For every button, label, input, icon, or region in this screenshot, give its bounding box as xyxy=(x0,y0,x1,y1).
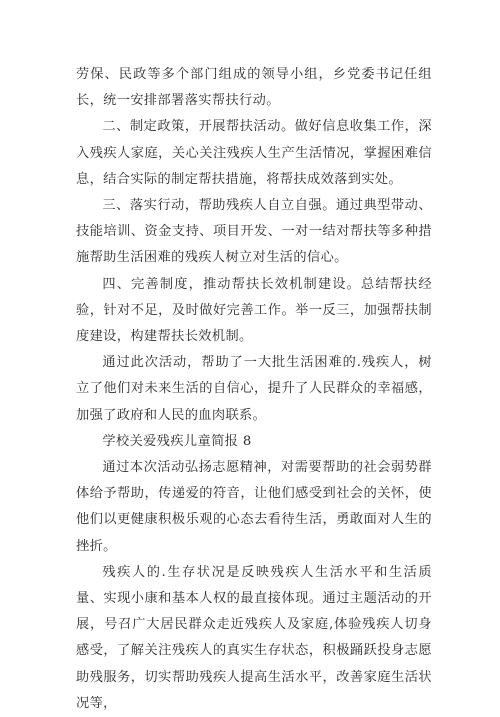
paragraph-1: 劳保、民政等多个部门组成的领导小组，乡党委书记任组长，统一安排部署落实帮扶行动。 xyxy=(76,67,432,109)
paragraph-7: 残疾人的.生存状况是反映残疾人生活水平和生活质量、实现小康和基本人权的最直接体现。通过主题活动的开展，号召广大居民群众走近残疾人及家庭,体验残疾人切身感受，了解关注残疾人的真实生存状态，积极踊跃投身志愿助残服务，切实帮助残疾人提高生活水平，改善家庭生活状况等， xyxy=(76,564,432,711)
section-title: 学校关爱残疾儿童简报 8 xyxy=(102,433,252,449)
paragraph-2: 二、制定政策，开展帮扶活动。做好信息收集工作，深入残疾人家庭，关心关注残疾人生产生活情况，掌握困难信息，结合实际的制定帮扶措施，将帮扶成效落到实处。 xyxy=(76,119,432,187)
paragraph-5: 通过此次活动，帮助了一大批生活困难的.残疾人，树立了他们对未来生活的自信心，提升了人民群众的幸福感，加强了政府和人民的血肉联系。 xyxy=(76,355,432,423)
document-page xyxy=(76,62,432,717)
paragraph-6: 通过本次活动弘扬志愿精神，对需要帮助的社会弱势群体给予帮助，传递爱的符音，让他们感受到社会的关怀，使他们以更健康积极乐观的心态去看待生活，勇敢面对人生的挫折。 xyxy=(76,460,432,554)
paragraph-3: 三、落实行动，帮助残疾人自立自强。通过典型带动、技能培训、资金支持、项目开发、一对一结对帮扶等多种措施帮助生活困难的残疾人树立对生活的信心。 xyxy=(76,198,432,266)
paragraph-4: 四、完善制度，推动帮扶长效机制建设。总结帮扶经验，针对不足，及时做好完善工作。举一反三，加强帮扶制度建设，构建帮扶长效机制。 xyxy=(76,276,432,345)
